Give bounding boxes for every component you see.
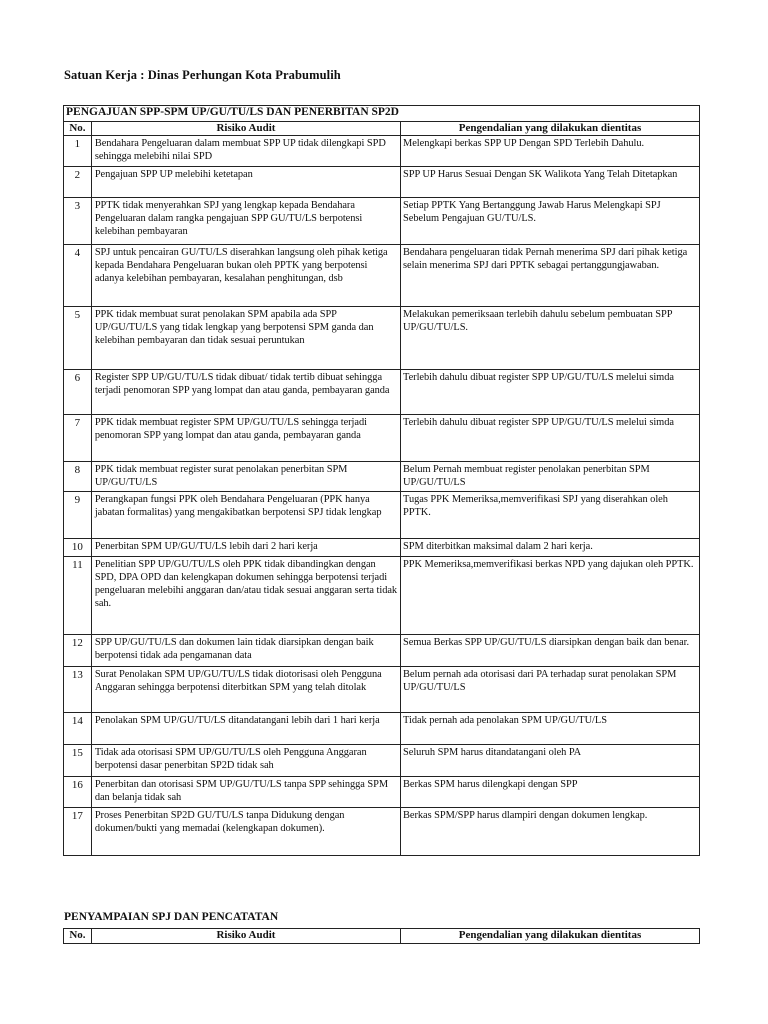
risk-cell: Register SPP UP/GU/TU/LS tidak dibuat/ tidak tertib dibuat sehingga terjadi penomoran SPP yang lompat dan atau ganda, pembayaran ganda [91, 370, 400, 415]
table-row [64, 808, 700, 856]
control-cell: Berkas SPM harus dilengkapi dengan SPP [401, 777, 700, 808]
row-number: 6 [64, 370, 92, 415]
column-header-risk: Risiko Audit [91, 122, 400, 136]
row-number: 8 [64, 462, 92, 492]
row-number: 7 [64, 415, 92, 462]
table-row [64, 745, 700, 777]
column-header-risk: Risiko Audit [91, 929, 400, 944]
column-header-no: No. [64, 122, 92, 136]
risk-cell: PPK tidak membuat surat penolakan SPM apabila ada SPP UP/GU/TU/LS yang tidak lengkap yang berpotensi SPM ganda dan kelebihan pembayaran dan tidak sesuai peruntukan [91, 307, 400, 370]
table-row [64, 539, 700, 557]
control-cell: Seluruh SPM harus ditandatangani oleh PA [401, 745, 700, 777]
risk-cell: PPK tidak membuat register surat penolakan penerbitan SPM UP/GU/TU/LS [91, 462, 400, 492]
risk-control-table [63, 105, 700, 856]
section2-title: PENYAMPAIAN SPJ DAN PENCATATAN [64, 911, 279, 923]
risk-cell: Pengajuan SPP UP melebihi ketetapan [91, 167, 400, 198]
table-row [64, 415, 700, 462]
row-number: 10 [64, 539, 92, 557]
row-number: 2 [64, 167, 92, 198]
risk-cell: Penerbitan SPM UP/GU/TU/LS lebih dari 2 hari kerja [91, 539, 400, 557]
row-number: 15 [64, 745, 92, 777]
row-number: 12 [64, 635, 92, 667]
row-number: 14 [64, 713, 92, 745]
risk-cell: PPTK tidak menyerahkan SPJ yang lengkap kepada Bendahara Pengeluaran dalam rangka pengajuan SPP GU/TU/LS berpotensi kelebihan pembayaran [91, 198, 400, 245]
control-cell: PPK Memeriksa,memverifikasi berkas NPD yang dajukan oleh PPTK. [401, 557, 700, 635]
control-cell: SPP UP Harus Sesuai Dengan SK Walikota Yang Telah Ditetapkan [401, 167, 700, 198]
table-row [64, 198, 700, 245]
row-number: 1 [64, 136, 92, 167]
table-row [64, 370, 700, 415]
control-cell: Terlebih dahulu dibuat register SPP UP/GU/TU/LS melelui simda [401, 415, 700, 462]
table-row [64, 492, 700, 539]
risk-cell: SPJ untuk pencairan GU/TU/LS diserahkan langsung oleh pihak ketiga kepada Bendahara Pengeluaran bukan oleh PPTK yang berpotensi adanya kelebihan pembayaran, kesalahan penghitungan, dsb [91, 245, 400, 307]
row-number: 3 [64, 198, 92, 245]
column-header-no: No. [64, 929, 92, 944]
control-cell: Tugas PPK Memeriksa,memverifikasi SPJ yang diserahkan oleh PPTK. [401, 492, 700, 539]
control-cell: Semua Berkas SPP UP/GU/TU/LS diarsipkan dengan baik dan benar. [401, 635, 700, 667]
risk-cell: Tidak ada otorisasi SPM UP/GU/TU/LS oleh Pengguna Anggaran berpotensi dasar penerbitan SP2D tidak sah [91, 745, 400, 777]
control-cell: Terlebih dahulu dibuat register SPP UP/GU/TU/LS melelui simda [401, 370, 700, 415]
table-row [64, 713, 700, 745]
table-row [64, 777, 700, 808]
column-header-control: Pengendalian yang dilakukan dientitas [401, 122, 700, 136]
section-title: PENGAJUAN SPP-SPM UP/GU/TU/LS DAN PENERBITAN SP2D [64, 106, 700, 122]
table-header-row [64, 929, 700, 944]
work-unit-title: Satuan Kerja : Dinas Perhungan Kota Prabumulih [64, 68, 341, 82]
control-cell: Setiap PPTK Yang Bertanggung Jawab Harus Melengkapi SPJ Sebelum Pengajuan GU/TU/LS. [401, 198, 700, 245]
row-number: 17 [64, 808, 92, 856]
table-row [64, 462, 700, 492]
row-number: 9 [64, 492, 92, 539]
risk-cell: SPP UP/GU/TU/LS dan dokumen lain tidak diarsipkan dengan baik berpotensi tidak ada pengamanan data [91, 635, 400, 667]
control-cell: SPM diterbitkan maksimal dalam 2 hari kerja. [401, 539, 700, 557]
table-row [64, 167, 700, 198]
row-number: 5 [64, 307, 92, 370]
risk-cell: Penelitian SPP UP/GU/TU/LS oleh PPK tidak dibandingkan dengan SPD, DPA OPD dan kelengkapan dokumen sehingga berpotensi terjadi pengeluaran melebihi anggaran dan/atau tidak sesuai anggaran serta tidak sah. [91, 557, 400, 635]
control-cell: Tidak pernah ada penolakan SPM UP/GU/TU/LS [401, 713, 700, 745]
risk-cell: Proses Penerbitan SP2D GU/TU/LS tanpa Didukung dengan dokumen/bukti yang memadai (kelengkapan dokumen). [91, 808, 400, 856]
table-row [64, 245, 700, 307]
control-cell: Belum pernah ada otorisasi dari PA terhadap surat penolakan SPM UP/GU/TU/LS [401, 667, 700, 713]
row-number: 4 [64, 245, 92, 307]
table-row [64, 557, 700, 635]
table-row [64, 667, 700, 713]
control-cell: Melakukan pemeriksaan terlebih dahulu sebelum pembuatan SPP UP/GU/TU/LS. [401, 307, 700, 370]
control-cell: Berkas SPM/SPP harus dlampiri dengan dokumen lengkap. [401, 808, 700, 856]
risk-cell: Penolakan SPM UP/GU/TU/LS ditandatangani lebih dari 1 hari kerja [91, 713, 400, 745]
table-row [64, 307, 700, 370]
risk-cell: Surat Penolakan SPM UP/GU/TU/LS tidak diotorisasi oleh Pengguna Anggaran sehingga berpotensi diterbitkan SPM yang telah ditolak [91, 667, 400, 713]
column-header-control: Pengendalian yang dilakukan dientitas [401, 929, 700, 944]
risk-cell: Bendahara Pengeluaran dalam membuat SPP UP tidak dilengkapi SPD sehingga melebihi nilai SPD [91, 136, 400, 167]
row-number: 16 [64, 777, 92, 808]
table-header-row [64, 122, 700, 136]
risk-cell: Penerbitan dan otorisasi SPM UP/GU/TU/LS tanpa SPP sehingga SPM dan belanja tidak sah [91, 777, 400, 808]
risk-control-table-2 [63, 928, 700, 944]
control-cell: Melengkapi berkas SPP UP Dengan SPD Terlebih Dahulu. [401, 136, 700, 167]
table-row [64, 136, 700, 167]
risk-cell: Perangkapan fungsi PPK oleh Bendahara Pengeluaran (PPK hanya jabatan formalitas) yang mengakibatkan berpotensi SPJ tidak lengkap [91, 492, 400, 539]
risk-cell: PPK tidak membuat register SPM UP/GU/TU/LS sehingga terjadi penomoran SPP yang lompat dan atau ganda, pembayaran ganda [91, 415, 400, 462]
table-row [64, 635, 700, 667]
control-cell: Bendahara pengeluaran tidak Pernah menerima SPJ dari pihak ketiga selain menerima SPJ dari PPTK sebagai pertanggungjawaban. [401, 245, 700, 307]
section-title-row [64, 106, 700, 122]
control-cell: Belum Pernah membuat register penolakan penerbitan SPM UP/GU/TU/LS [401, 462, 700, 492]
row-number: 13 [64, 667, 92, 713]
row-number: 11 [64, 557, 92, 635]
